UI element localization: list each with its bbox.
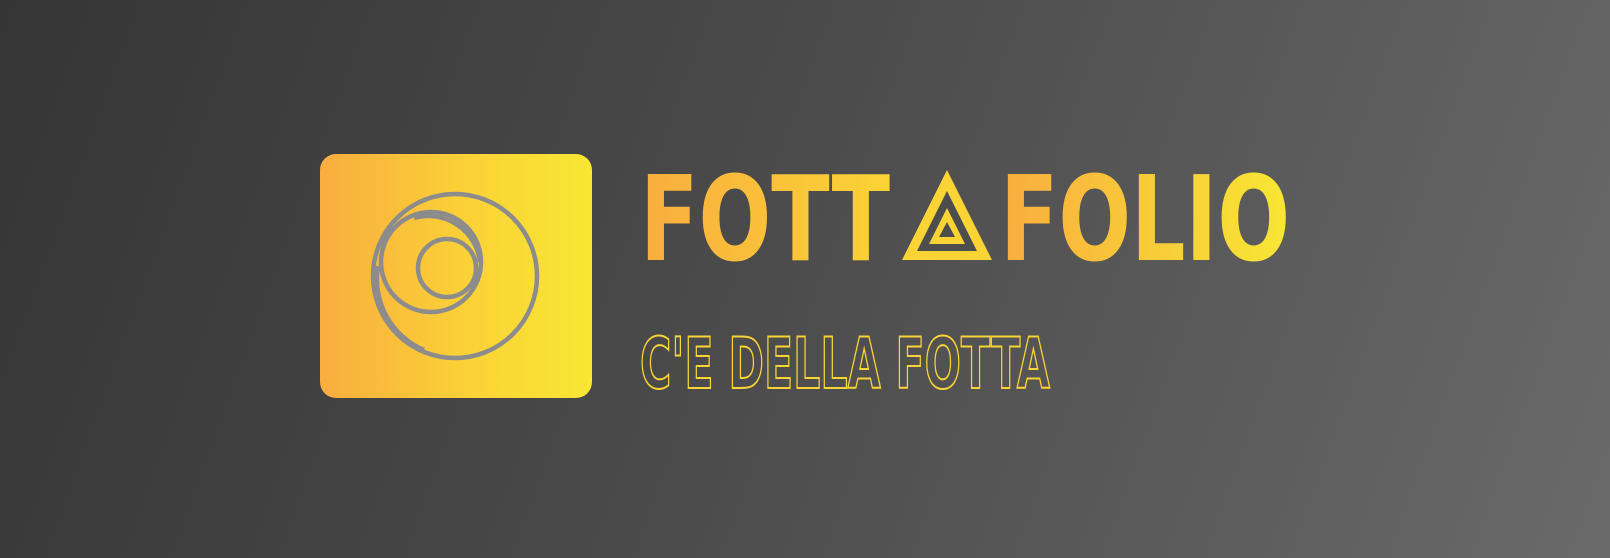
brand-name-part-2: FOLIO bbox=[1000, 150, 1290, 288]
brand-name bbox=[640, 150, 1320, 288]
triangle-a-icon bbox=[902, 170, 992, 260]
brand-name-part-1: FOTT bbox=[640, 150, 890, 288]
tagline-text: C'E DELLA FOTTA bbox=[640, 323, 1050, 405]
logo-tile bbox=[320, 154, 592, 398]
tagline bbox=[640, 323, 1110, 405]
spiral-lens-icon bbox=[320, 154, 592, 398]
